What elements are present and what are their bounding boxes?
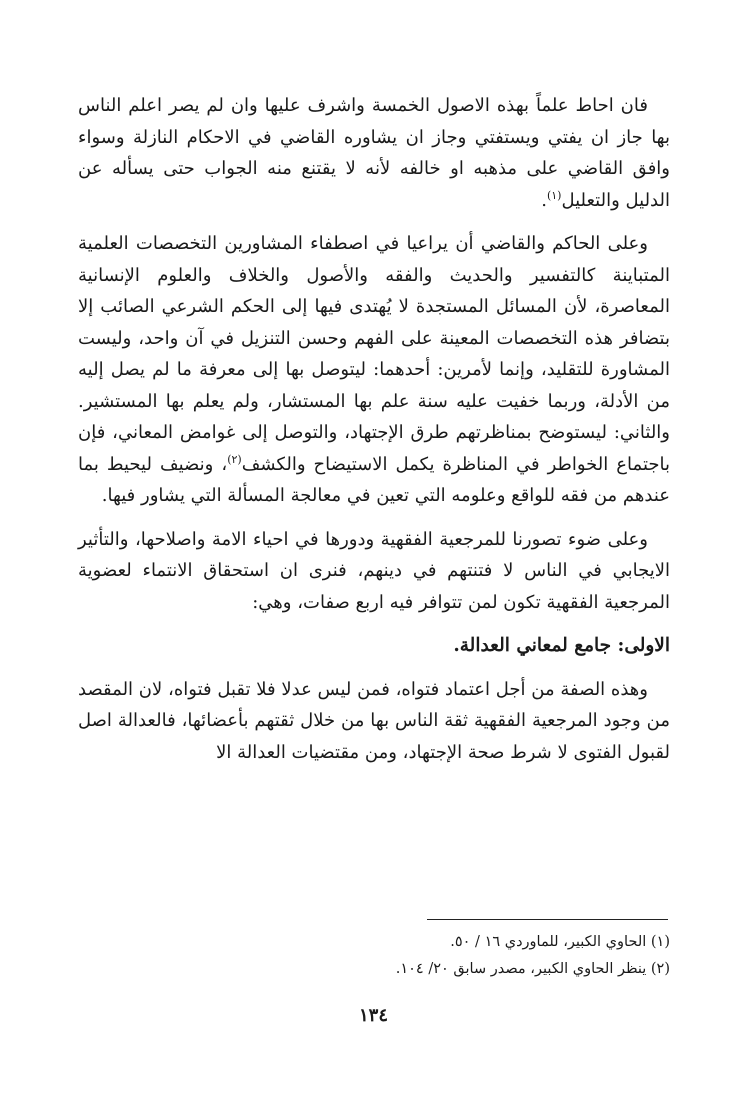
- footnote-ref-1: (١): [546, 188, 562, 202]
- section-heading-text: الاولى: جامع لمعاني العدالة.: [453, 635, 670, 656]
- paragraph-2-tail: ، ونضيف ليحيط بما عندهم من فقه للواقع وعلومه التي تعين في معالجة المسألة التي يشاور فيها.: [78, 453, 670, 506]
- paragraph-2: [78, 228, 670, 512]
- paragraph-1-text: فان احاط علماً بهذه الاصول الخمسة واشرف عليها وان لم يصر اعلم الناس بها جاز ان يفتي ويستفتي وجاز ان يشاوره القاضي في الاحكام النازلة وسواء وافق القاضي على مذهبه او خالفه لأنه لا يقتنع منه الجواب حتى يسأله عن الدليل والتعليل: [78, 95, 670, 211]
- paragraph-4: [78, 674, 670, 769]
- paragraph-3: [78, 524, 670, 619]
- paragraph-1: [78, 90, 670, 216]
- paragraph-3-text: وعلى ضوء تصورنا للمرجعية الفقهية ودورها في احياء الامة واصلاحها، والتأثير الايجابي في الناس لا فتنتهم في دينهم، فنرى ان استحقاق الانتماء لعضوية المرجعية الفقهية تكون لمن تتوافر فيه اربع صفات، وهي:: [78, 528, 670, 613]
- section-heading: [78, 630, 670, 662]
- footnote-divider: [427, 919, 668, 920]
- page-number: ١٣٤: [358, 1005, 388, 1026]
- footnote-ref-2: (٢): [227, 452, 242, 466]
- paragraph-2-text: وعلى الحاكم والقاضي أن يراعيا في اصطفاء المشاورين التخصصات العلمية المتباينة كالتفسير والحديث والفقه والأصول والخلاف والعلوم الإنسانية المعاصرة، لأن المسائل المستجدة لا يُهتدى فيها إلى الحكم الشرعي الصائب إلا بتضافر هذه التخصصات المعينة على الفهم وحسن التنزيل في آن واحد، وليست المشاورة للتقليد، وإنما لأمرين: أحدهما: ليتوصل بها إلى معرفة ما لم يصل إليه من الأدلة، وربما خفيت عليه سنة علم بها المستشار، ولم يعلم بها المستشير. والثاني: ليستوضح بمناظرتهم طرق الإجتهاد، والتوصل إلى غوامض المعاني، فإن باجتماع الخواطر في المناظرة يكمل الاستيضاح والكشف: [78, 233, 670, 475]
- footnote-2: (٢) ينظر الحاوي الكبير، مصدر سابق ٢٠/ ١٠٤.: [395, 961, 670, 977]
- footnotes: [78, 929, 670, 983]
- page-body: [78, 90, 670, 780]
- paragraph-1-tail: .: [541, 189, 547, 211]
- paragraph-4-text: وهذه الصفة من أجل اعتماد فتواه، فمن ليس عدلا فلا تقبل فتواه، لان المقصد من وجود المرجعية الفقهية ثقة الناس بها من خلال ثقتهم بأعضائها، فالعدالة اصل لقبول الفتوى لا شرط صحة الإجتهاد، ومن مقتضيات العدالة الا: [78, 678, 670, 763]
- footnote-1: (١) الحاوي الكبير، للماوردي ١٦ / ٥٠.: [450, 934, 670, 950]
